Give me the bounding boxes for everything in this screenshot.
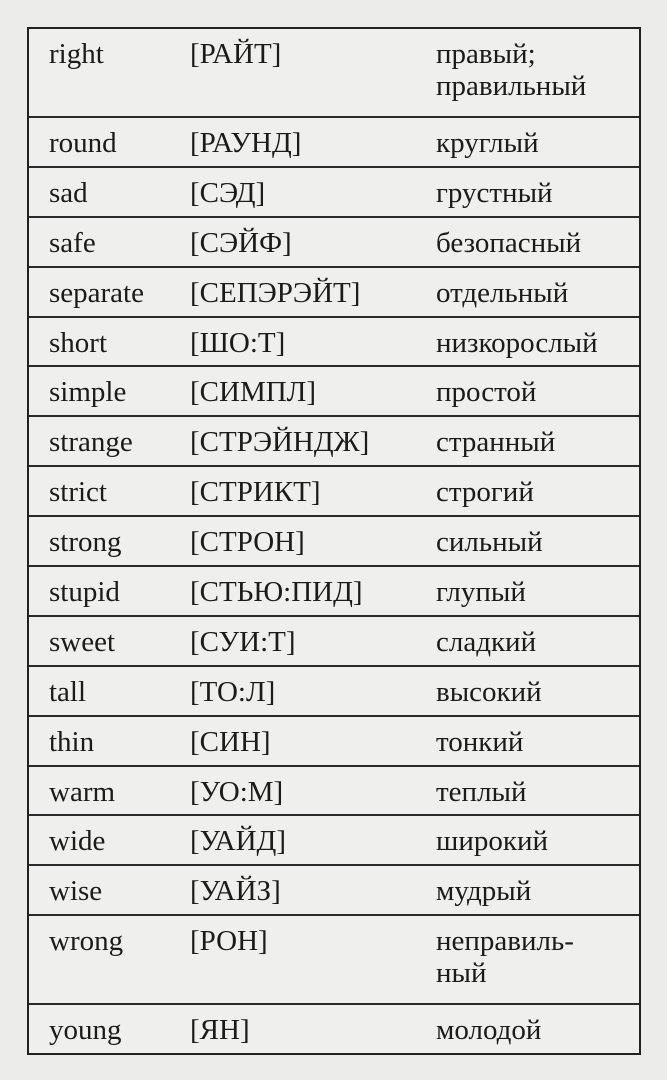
russian-translation: правый; правильный <box>436 29 639 117</box>
russian-translation: странный <box>436 416 639 466</box>
russian-translation: неправиль- ный <box>436 915 639 1004</box>
vocabulary-row <box>29 366 639 416</box>
transcription: [СТЬЮ:ПИД] <box>190 566 436 616</box>
english-word: separate <box>29 267 190 317</box>
english-word: strong <box>29 516 190 566</box>
transcription: [СТРЭЙНДЖ] <box>190 416 436 466</box>
vocabulary-row <box>29 516 639 566</box>
english-word: sweet <box>29 616 190 666</box>
russian-translation: круглый <box>436 117 639 167</box>
transcription: [СУИ:Т] <box>190 616 436 666</box>
transcription: [РАУНД] <box>190 117 436 167</box>
russian-translation: высокий <box>436 666 639 716</box>
english-word: wrong <box>29 915 190 1004</box>
russian-translation: строгий <box>436 466 639 516</box>
english-word: short <box>29 317 190 367</box>
russian-translation: сильный <box>436 516 639 566</box>
transcription: [СЕПЭРЭЙТ] <box>190 267 436 317</box>
russian-translation: низкорослый <box>436 317 639 367</box>
vocabulary-row <box>29 117 639 167</box>
vocabulary-row <box>29 566 639 616</box>
transcription: [СИМПЛ] <box>190 366 436 416</box>
russian-translation: глупый <box>436 566 639 616</box>
russian-translation: грустный <box>436 167 639 217</box>
transcription: [РОН] <box>190 915 436 1004</box>
vocabulary-row <box>29 815 639 865</box>
transcription: [СТРИКТ] <box>190 466 436 516</box>
english-word: wide <box>29 815 190 865</box>
transcription: [СТРОН] <box>190 516 436 566</box>
transcription: [УАЙЗ] <box>190 865 436 915</box>
english-word: young <box>49 1014 122 1047</box>
russian-translation: широкий <box>436 815 639 865</box>
vocabulary-row <box>29 217 639 267</box>
english-word: stupid <box>29 566 190 616</box>
russian-translation: простой <box>436 366 639 416</box>
vocabulary-row <box>29 865 639 915</box>
vocabulary-row <box>29 766 639 816</box>
transcription: [СЭД] <box>190 167 436 217</box>
english-word: strange <box>29 416 190 466</box>
vocabulary-row <box>29 666 639 716</box>
english-word: right <box>29 29 190 117</box>
vocabulary-row <box>29 616 639 666</box>
transcription: [ТО:Л] <box>190 666 436 716</box>
russian-translation: сладкий <box>436 616 639 666</box>
russian-translation: теплый <box>436 766 639 816</box>
vocabulary-table-body <box>29 29 639 1053</box>
vocabulary-table <box>29 29 639 1053</box>
vocabulary-row <box>29 915 639 1004</box>
vocabulary-row <box>29 1004 639 1053</box>
vocabulary-row <box>29 29 639 117</box>
russian-translation: молодой <box>436 1014 542 1047</box>
english-word: thin <box>29 716 190 766</box>
transcription: [УАЙД] <box>190 815 436 865</box>
vocabulary-row <box>29 716 639 766</box>
english-word: safe <box>29 217 190 267</box>
transcription: [РАЙТ] <box>190 29 436 117</box>
vocabulary-row <box>29 167 639 217</box>
vocabulary-row <box>29 466 639 516</box>
vocabulary-row <box>29 267 639 317</box>
english-word: wise <box>29 865 190 915</box>
english-word: round <box>29 117 190 167</box>
vocabulary-page <box>27 27 641 1055</box>
english-word: tall <box>29 666 190 716</box>
vocabulary-row <box>29 317 639 367</box>
english-word: strict <box>29 466 190 516</box>
transcription: [УО:М] <box>190 766 436 816</box>
russian-translation: отдельный <box>436 267 639 317</box>
english-word: warm <box>29 766 190 816</box>
russian-translation: безопасный <box>436 217 639 267</box>
vocabulary-row <box>29 416 639 466</box>
russian-translation: тонкий <box>436 716 639 766</box>
english-word: simple <box>29 366 190 416</box>
english-word: sad <box>29 167 190 217</box>
transcription: [ШО:Т] <box>190 317 436 367</box>
transcription: [ЯН] <box>190 1014 250 1047</box>
transcription: [СИН] <box>190 716 436 766</box>
russian-translation: мудрый <box>436 865 639 915</box>
transcription: [СЭЙФ] <box>190 217 436 267</box>
